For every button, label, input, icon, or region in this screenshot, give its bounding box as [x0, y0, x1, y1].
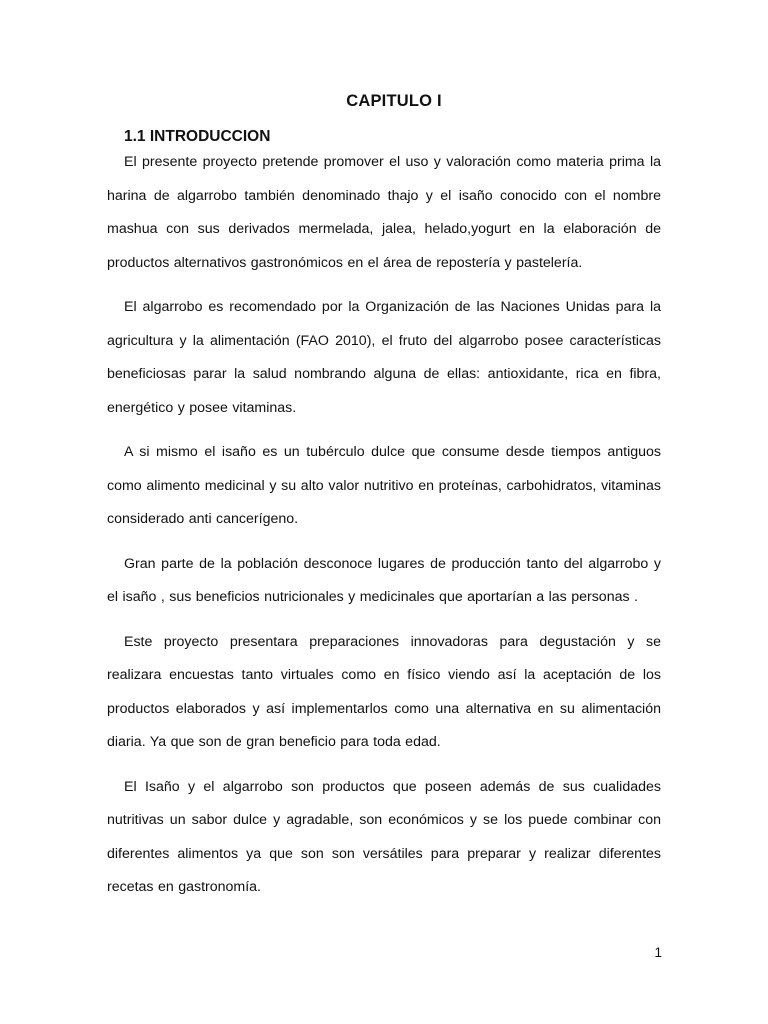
paragraph-5: Este proyecto presentara preparaciones innovadoras para degustación y se realizara encuestas tanto virtuales como en físico viendo así la aceptación de los productos elaborados y así implementarlos como una alternativa en su alimentación diaria. Ya que son de gran beneficio para toda edad.: [107, 633, 661, 750]
paragraph-1: El presente proyecto pretende promover el uso y valoración como materia prima la harina de algarrobo también denominado thajo y el isaño conocido con el nombre mashua con sus derivados mermelada, jalea, helado,yogurt en la elaboración de productos alternativos gastronómicos en el área de repostería y pastelería.: [107, 154, 661, 271]
section-heading: 1.1 INTRODUCCION: [124, 128, 271, 145]
paragraph-2: El algarrobo es recomendado por la Organización de las Naciones Unidas para la agricultura y la alimentación (FAO 2010), el fruto del algarrobo posee características beneficiosas parar la salud nombrando alguna de ellas: antioxidante, rica en fibra, energético y posee vitaminas.: [107, 299, 661, 416]
page-number: 1: [654, 945, 662, 960]
chapter-title: CAPITULO I: [346, 92, 442, 110]
paragraph-6: El Isaño y el algarrobo son productos que poseen además de sus cualidades nutritivas un sabor dulce y agradable, son económicos y se los puede combinar con diferentes alimentos ya que son son versátiles para preparar y realizar diferentes recetas en gastronomía.: [107, 778, 661, 895]
paragraph-3: A si mismo el isaño es un tubérculo dulce que consume desde tiempos antiguos como alimento medicinal y su alto valor nutritivo en proteínas, carbohidratos, vitaminas considerado anti cancerígeno.: [107, 444, 661, 527]
paragraph-4: Gran parte de la población desconoce lugares de producción tanto del algarrobo y el isaño , sus beneficios nutricionales y medicinales que aportarían a las personas .: [107, 555, 661, 605]
document-body: [107, 146, 661, 916]
